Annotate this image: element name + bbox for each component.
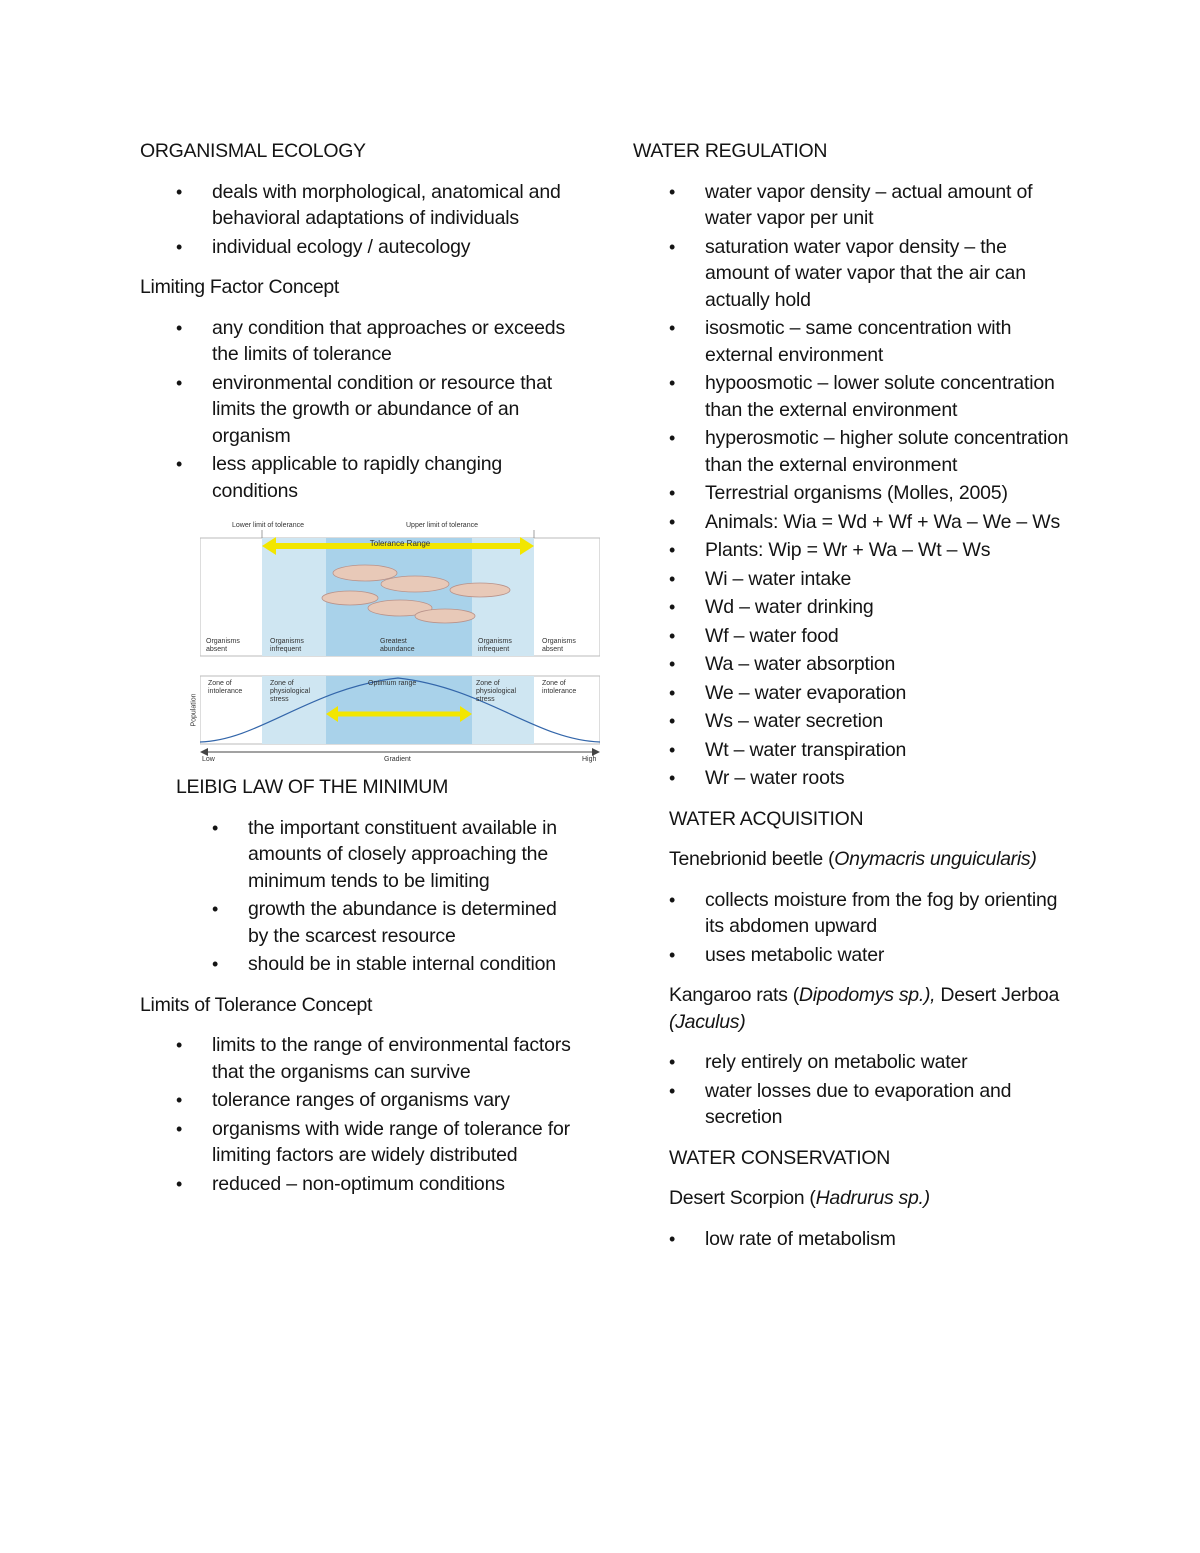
list-item: • environmental condition or resource that limits the growth or abundance of an organism: [140, 370, 580, 450]
list-item: • Wf – water food: [633, 623, 1073, 650]
list-item: • We – water evaporation: [633, 680, 1073, 707]
list-item: • low rate of metabolism: [669, 1226, 1073, 1253]
zone-top-label: Organisms infrequent: [270, 638, 304, 653]
rat-title: [669, 982, 1073, 1035]
x-low-label: Low: [202, 756, 215, 763]
list-item: • Ws – water secretion: [633, 708, 1073, 735]
left-column: [140, 138, 597, 1211]
list-item: • should be in stable internal condition: [176, 951, 580, 978]
rat-name: Kangaroo rats (: [669, 984, 799, 1006]
organismal-list: [140, 179, 580, 261]
list-item: • less applicable to rapidly changing conditions: [140, 451, 580, 504]
heading-limiting-factor: Limiting Factor Concept: [140, 276, 340, 298]
tolerance-range-label: Tolerance Range: [369, 539, 431, 548]
zone-top-label: Organisms infrequent: [478, 638, 512, 653]
x-axis-label: Gradient: [384, 756, 411, 763]
leibig-section: [176, 774, 580, 978]
scorpion-title: [669, 1185, 1073, 1212]
zone-top-label: Organisms absent: [206, 638, 240, 653]
tolerance-range-figure: [190, 518, 600, 763]
heading-water-conservation: WATER CONSERVATION: [669, 1146, 891, 1169]
tolerance-list: [140, 1032, 580, 1197]
heading-water-acquisition: WATER ACQUISITION: [669, 807, 864, 830]
zone-bottom-label: Optimum range: [368, 680, 417, 687]
list-item: • water vapor density – actual amount of water vapor per unit: [633, 179, 1073, 232]
list-item: • hyperosmotic – higher solute concentration than the external environment: [633, 425, 1073, 478]
heading-water-regulation: WATER REGULATION: [633, 140, 828, 162]
beetle-scientific-name: Onymacris unguicularis): [834, 848, 1037, 870]
zone-bottom-label: Zone of physiological stress: [476, 680, 517, 703]
list-item: • collects moisture from the fog by orienting its abdomen upward: [669, 887, 1073, 940]
list-item: • limits to the range of environmental factors that the organisms can survive: [140, 1032, 580, 1085]
heading-organismal-ecology: ORGANISMAL ECOLOGY: [140, 140, 366, 162]
list-item: • hypoosmotic – lower solute concentration than the external environment: [633, 370, 1073, 423]
jerboa-name: Desert Jerboa: [935, 984, 1059, 1006]
rat-list: [669, 1049, 1073, 1131]
leibig-list: [176, 815, 580, 978]
scorpion-list: [669, 1226, 1073, 1253]
water-regulation-list: [633, 179, 1073, 792]
scorpion-name: Desert Scorpion (: [669, 1187, 816, 1209]
list-item: • Wt – water transpiration: [633, 737, 1073, 764]
list-item: • saturation water vapor density – the amount of water vapor that the air can actually hold: [633, 234, 1073, 314]
list-item: • water losses due to evaporation and secretion: [669, 1078, 1073, 1131]
list-item: • reduced – non-optimum conditions: [140, 1171, 580, 1198]
zone-bottom-label: Zone of intolerance: [542, 680, 577, 695]
jerboa-scientific-name: (Jaculus): [669, 1010, 746, 1033]
water-acquisition-section: [669, 806, 1073, 1253]
x-high-label: High: [582, 756, 597, 763]
zone-top-label: Greatest abundance: [380, 638, 415, 653]
list-item: • Wr – water roots: [633, 765, 1073, 792]
lower-limit-label: Lower limit of tolerance: [232, 522, 304, 529]
beetle-list: [669, 887, 1073, 969]
list-item: • any condition that approaches or exceeds the limits of tolerance: [140, 315, 580, 368]
rat-scientific-name: Dipodomys sp.),: [798, 984, 936, 1006]
zone-top-label: Organisms absent: [542, 638, 576, 653]
list-item: • organisms with wide range of tolerance for limiting factors are widely distributed: [140, 1116, 580, 1169]
list-item: • individual ecology / autecology: [140, 234, 580, 261]
list-item: • Wa – water absorption: [633, 651, 1073, 678]
heading-leibig-law: LEIBIG LAW OF THE MINIMUM: [176, 776, 449, 798]
zone-bottom-label: Zone of intolerance: [208, 680, 243, 695]
list-item: • uses metabolic water: [669, 942, 1073, 969]
list-item: • tolerance ranges of organisms vary: [140, 1087, 580, 1114]
list-item: • Animals: Wia = Wd + Wf + Wa – We – Ws: [633, 509, 1073, 536]
list-item: • isosmotic – same concentration with external environment: [633, 315, 1073, 368]
list-item: • the important constituent available in amounts of closely approaching the minimum tends to be limiting: [176, 815, 580, 895]
list-item: • Terrestrial organisms (Molles, 2005): [633, 480, 1073, 507]
beetle-title: [669, 846, 1073, 873]
beetle-name: Tenebrionid beetle (: [669, 848, 835, 870]
right-column: [633, 138, 1073, 1266]
list-item: • Wi – water intake: [633, 566, 1073, 593]
scorpion-scientific-name: Hadrurus sp.): [815, 1187, 930, 1209]
zone-bottom-label: Zone of physiological stress: [270, 680, 311, 703]
y-axis-label: Population: [190, 693, 198, 727]
list-item: • Wd – water drinking: [633, 594, 1073, 621]
list-item: • Plants: Wip = Wr + Wa – Wt – Ws: [633, 537, 1073, 564]
upper-limit-label: Upper limit of tolerance: [406, 522, 478, 529]
heading-limits-of-tolerance: Limits of Tolerance Concept: [140, 993, 373, 1016]
list-item: • rely entirely on metabolic water: [669, 1049, 1073, 1076]
list-item: • deals with morphological, anatomical and behavioral adaptations of individuals: [140, 179, 580, 232]
limiting-list: [140, 315, 580, 505]
list-item: • growth the abundance is determined by the scarcest resource: [176, 896, 580, 949]
